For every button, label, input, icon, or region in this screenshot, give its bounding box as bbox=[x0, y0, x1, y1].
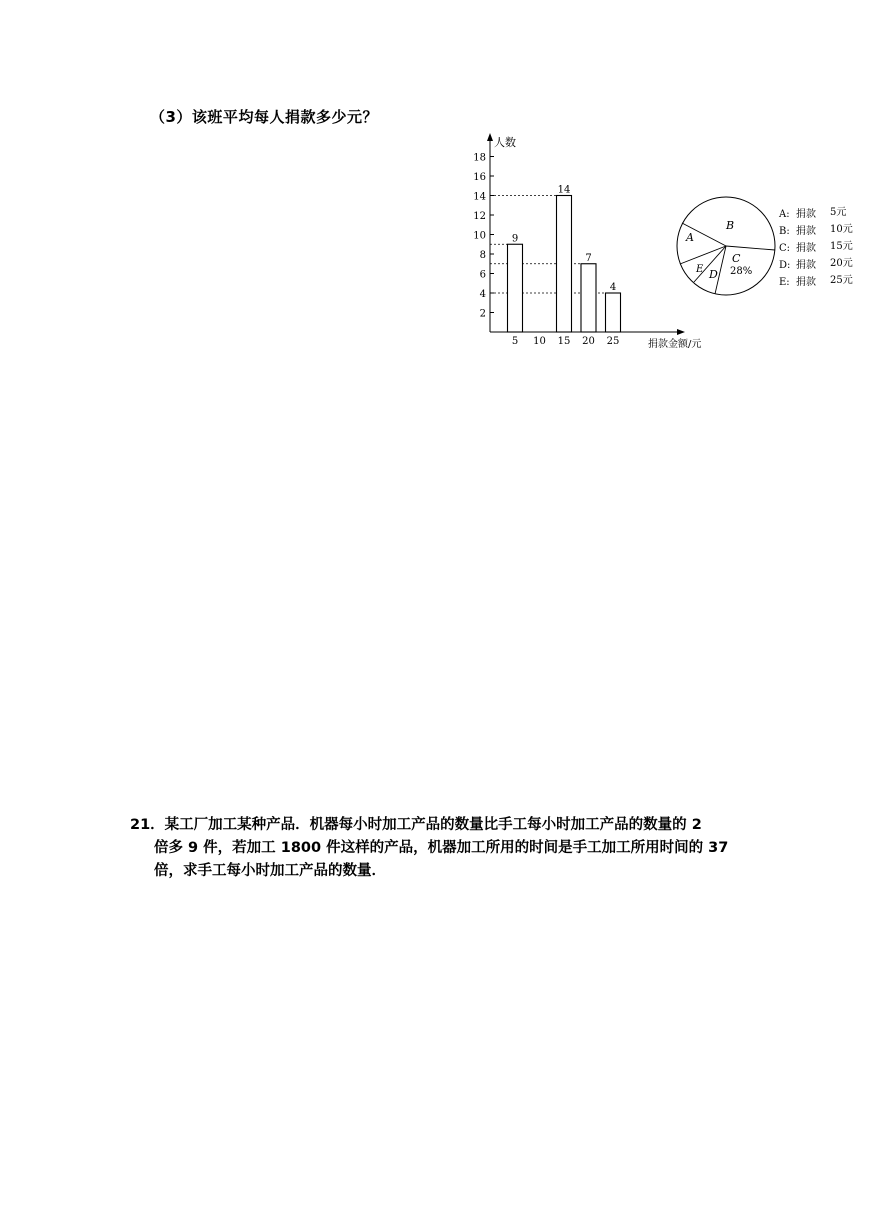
y-axis-arrow bbox=[487, 133, 493, 141]
y-tick-label: 8 bbox=[479, 250, 486, 261]
pie-chart bbox=[677, 197, 775, 295]
statistics-figure bbox=[440, 125, 865, 355]
pie-divider-ea bbox=[680, 246, 726, 264]
x-tick-label: 20 bbox=[582, 336, 595, 347]
pie-slice-c-value: 28% bbox=[730, 266, 753, 277]
bar-data-label: 9 bbox=[511, 233, 519, 245]
bars bbox=[508, 196, 621, 333]
y-tick-label: 16 bbox=[473, 172, 486, 183]
legend-text: 捐款 bbox=[796, 243, 816, 254]
legend-text: 捐款 bbox=[796, 260, 816, 271]
x-axis-label: 捐款金额/元 bbox=[648, 339, 702, 350]
y-tick-label: 4 bbox=[479, 289, 486, 300]
pie-slice-b-label: B bbox=[726, 219, 735, 232]
bar-data-label: 7 bbox=[585, 252, 592, 264]
bar-chart bbox=[473, 133, 701, 350]
legend-amount: 15元 bbox=[830, 241, 853, 252]
legend-text: 捐款 bbox=[796, 226, 816, 237]
question-21-line-2: 倍多 9 件，若加工 1800 件这样的产品，机器加工所用的时间是手工加工所用时间的 37 bbox=[154, 840, 729, 856]
legend-key: D: bbox=[779, 260, 791, 271]
legend-amount: 10元 bbox=[830, 224, 853, 235]
pie-slice-d-label: D bbox=[709, 268, 718, 281]
bar bbox=[508, 244, 523, 332]
pie-slice-c-label: C bbox=[732, 252, 741, 265]
x-tick-label: 25 bbox=[606, 336, 620, 347]
pie-slice-e-label: E bbox=[696, 264, 704, 275]
legend-key: B: bbox=[779, 226, 790, 237]
y-tick-label: 18 bbox=[473, 152, 486, 164]
bar-data-label: 4 bbox=[609, 282, 617, 293]
legend-amount: 20元 bbox=[830, 258, 853, 269]
x-axis-arrow bbox=[677, 329, 685, 335]
legend-text: 捐款 bbox=[796, 277, 816, 288]
pie-legend bbox=[778, 206, 853, 288]
question-21-line-1: 21．某工厂加工某种产品．机器每小时加工产品的数量比手工每小时加工产品的数量的 2 bbox=[130, 817, 702, 833]
figure bbox=[440, 125, 865, 359]
legend-text: 捐款 bbox=[796, 209, 816, 220]
pie-slice-a-label: A bbox=[686, 231, 694, 244]
y-tick-label: 10 bbox=[473, 230, 486, 242]
y-tick-label: 6 bbox=[479, 269, 486, 281]
pie-divider-bc bbox=[726, 246, 775, 250]
x-tick-label: 10 bbox=[533, 336, 546, 347]
y-ticks bbox=[473, 153, 494, 320]
bar bbox=[581, 264, 596, 332]
question-21-line-3: 倍，求手工每小时加工产品的数量． bbox=[154, 863, 386, 879]
x-tick-label: 15 bbox=[557, 336, 571, 347]
y-tick-label: 14 bbox=[473, 191, 486, 203]
legend-key: A: bbox=[779, 209, 790, 220]
question-3-text: （3）该班平均每人捐款多少元？ bbox=[150, 108, 378, 126]
question-21 bbox=[130, 814, 750, 883]
legend-key: C: bbox=[779, 243, 791, 254]
legend-amount: 5元 bbox=[830, 207, 847, 218]
bar bbox=[606, 293, 621, 332]
x-tick-label: 5 bbox=[511, 336, 519, 347]
legend-key: E: bbox=[779, 277, 790, 288]
legend-amount: 25元 bbox=[830, 275, 853, 286]
y-axis-label: 人数 bbox=[494, 136, 516, 149]
x-ticks bbox=[512, 336, 620, 347]
y-tick-label: 12 bbox=[473, 211, 486, 222]
y-tick-label: 2 bbox=[479, 308, 486, 320]
bar-data-label: 14 bbox=[557, 184, 571, 196]
bar bbox=[557, 196, 572, 333]
